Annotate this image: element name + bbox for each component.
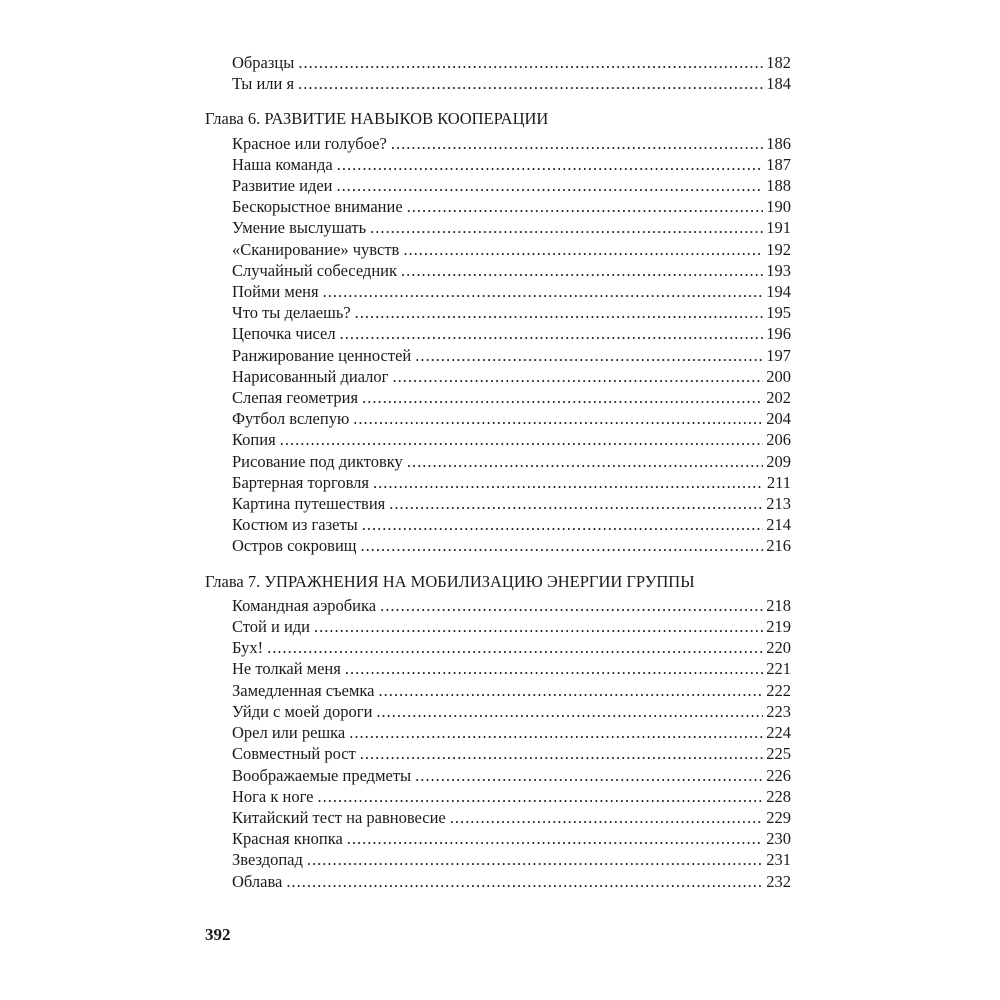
toc-entry: [232, 281, 791, 302]
toc-entry: [232, 133, 791, 154]
toc-entry-title: Образцы: [232, 53, 295, 72]
toc-entry: [232, 595, 791, 616]
dot-leader: [379, 680, 764, 701]
dot-leader: [415, 345, 763, 366]
toc-entry-page: 216: [766, 536, 791, 556]
dot-leader: [407, 451, 763, 472]
dot-leader: [380, 595, 763, 616]
toc-entry: [232, 680, 791, 701]
toc-entry: [232, 616, 791, 637]
dot-leader: [403, 239, 763, 260]
toc-entry-title: Цепочка чисел: [232, 324, 336, 344]
toc-entry: [232, 408, 791, 429]
toc-entry-page: 202: [766, 388, 791, 408]
toc-entry-page: 184: [766, 74, 791, 94]
toc-entry: [232, 323, 791, 344]
toc-entry-page: 182: [766, 53, 791, 72]
toc-entry-title: Рисование под диктовку: [232, 451, 403, 471]
toc-entry: [232, 493, 791, 514]
toc-entry-page: 193: [766, 260, 791, 280]
toc-entry: [232, 743, 791, 764]
toc-entry-title: Совместный рост: [232, 744, 356, 764]
toc-entry-page: 224: [766, 723, 791, 743]
toc-entry: [232, 849, 791, 870]
page-number: 392: [205, 925, 231, 944]
dot-leader: [349, 722, 763, 743]
toc-entry: [232, 637, 791, 658]
toc-section-heading: Глава 6. РАЗВИТИЕ НАВЫКОВ КООПЕРАЦИИ: [205, 109, 549, 129]
toc-entry-title: Ты или я: [232, 74, 295, 94]
toc-entry-title: Красная кнопка: [232, 829, 343, 849]
toc-entry: [232, 73, 791, 94]
toc-entry: [232, 828, 791, 849]
toc-entry-title: Пойми меня: [232, 282, 319, 302]
toc-entry-page: 204: [766, 409, 791, 429]
toc-entry-page: 225: [766, 744, 791, 764]
dot-leader: [337, 154, 763, 175]
dot-leader: [450, 807, 763, 828]
toc-entry: [232, 429, 791, 450]
toc-entry: [232, 175, 791, 196]
toc-section-entries: [232, 595, 791, 892]
toc-entry-page: 231: [766, 850, 791, 870]
toc-section-heading: Глава 7. УПРАЖНЕНИЯ НА МОБИЛИЗАЦИЮ ЭНЕРГИИ ГРУППЫ: [205, 571, 695, 591]
toc-entry-page: 221: [766, 659, 791, 679]
toc-entry-page: 192: [766, 239, 791, 259]
toc-entry: [232, 302, 791, 323]
toc-entry: [232, 807, 791, 828]
dot-leader: [353, 408, 763, 429]
dot-leader: [314, 616, 763, 637]
toc-entry-title: Орел или решка: [232, 723, 346, 743]
dot-leader: [280, 429, 763, 450]
dot-leader: [392, 366, 763, 387]
dot-leader: [298, 73, 763, 94]
toc-entry-page: 187: [766, 154, 791, 174]
toc-entry-page: 223: [766, 701, 791, 721]
toc-entry: [232, 722, 791, 743]
toc-entry: [232, 52, 791, 73]
toc-entry-page: 195: [766, 303, 791, 323]
toc-entry-title: Картина путешествия: [232, 494, 386, 514]
toc-entry-title: Уйди с моей дороги: [232, 701, 373, 721]
toc-entry-page: 188: [766, 176, 791, 196]
toc-entry-page: 230: [766, 829, 791, 849]
dot-leader: [323, 281, 763, 302]
toc-entry: [232, 535, 791, 556]
toc-entry-page: 200: [766, 366, 791, 386]
toc-entry-title: Развитие идеи: [232, 176, 333, 196]
toc-entry: [232, 472, 791, 493]
dot-leader: [345, 658, 763, 679]
toc-entry: [232, 196, 791, 217]
dot-leader: [298, 52, 763, 73]
toc-entry-title: «Сканирование» чувств: [232, 239, 400, 259]
toc-entry: [232, 260, 791, 281]
dot-leader: [286, 871, 763, 892]
toc-entry: [232, 786, 791, 807]
toc-section: [205, 108, 791, 556]
dot-leader: [360, 743, 763, 764]
dot-leader: [317, 786, 763, 807]
toc-entry: [232, 387, 791, 408]
toc-entry-title: Облава: [232, 871, 283, 891]
toc-entry-title: Случайный собеседник: [232, 260, 397, 280]
dot-leader: [370, 217, 763, 238]
dot-leader: [389, 493, 763, 514]
toc-entry-title: Замедленная съемка: [232, 680, 375, 700]
toc-entry: [232, 701, 791, 722]
toc-entry-title: Воображаемые предметы: [232, 765, 412, 785]
toc-entry-page: 206: [766, 430, 791, 450]
toc: [205, 52, 791, 892]
toc-entry-page: 186: [766, 133, 791, 153]
toc-entry: [232, 658, 791, 679]
dot-leader: [347, 828, 763, 849]
dot-leader: [360, 535, 763, 556]
toc-entry-title: Нарисованный диалог: [232, 366, 389, 386]
toc-entry-title: Наша команда: [232, 154, 333, 174]
toc-entry-page: 191: [766, 218, 791, 238]
toc-entry-title: Китайский тест на равновесие: [232, 807, 446, 827]
toc-entry: [232, 514, 791, 535]
toc-entry-page: 228: [766, 786, 791, 806]
toc-entry-title: Командная аэробика: [232, 595, 377, 615]
toc-entry-page: 222: [766, 680, 791, 700]
dot-leader: [376, 701, 763, 722]
toc-entry-title: Копия: [232, 430, 276, 450]
toc-entry-page: 232: [766, 871, 791, 891]
toc-entry-page: 219: [766, 617, 791, 637]
toc-entry-page: 194: [766, 282, 791, 302]
toc-entry-page: 196: [766, 324, 791, 344]
dot-leader: [340, 323, 763, 344]
toc-entry-title: Бартерная торговля: [232, 472, 369, 492]
toc-entry-page: 220: [766, 638, 791, 658]
toc-entry: [232, 451, 791, 472]
toc-entry-title: Слепая геометрия: [232, 388, 359, 408]
toc-entry-title: Бескорыстное внимание: [232, 197, 403, 217]
toc-entry-title: Не толкай меня: [232, 659, 341, 679]
toc-entry-title: Бух!: [232, 638, 264, 658]
toc-entry-title: Что ты делаешь?: [232, 303, 351, 323]
toc-entry-page: 218: [766, 595, 791, 615]
dot-leader: [415, 765, 763, 786]
dot-leader: [355, 302, 763, 323]
dot-leader: [373, 472, 763, 493]
toc-entry: [232, 345, 791, 366]
toc-section-entries: [232, 133, 791, 557]
dot-leader: [362, 387, 763, 408]
toc-entry-title: Костюм из газеты: [232, 515, 358, 535]
dot-leader: [307, 849, 763, 870]
dot-leader: [391, 133, 763, 154]
toc-entry-title: Звездопад: [232, 850, 303, 870]
toc-entry-title: Умение выслушать: [232, 218, 367, 238]
toc-entry: [232, 871, 791, 892]
toc-entry: [232, 154, 791, 175]
dot-leader: [401, 260, 763, 281]
toc-entry-page: 229: [766, 807, 791, 827]
dot-leader: [337, 175, 763, 196]
toc-entry-page: 226: [766, 765, 791, 785]
toc-section: [205, 571, 791, 892]
toc-entry-title: Остров сокровищ: [232, 536, 357, 556]
toc-entry: [232, 765, 791, 786]
dot-leader: [267, 637, 763, 658]
toc-entry-title: Нога к ноге: [232, 786, 314, 806]
toc-entry-page: 209: [766, 451, 791, 471]
toc-entry: [232, 366, 791, 387]
toc-entry: [232, 239, 791, 260]
dot-leader: [362, 514, 763, 535]
toc-entry-title: Стой и иди: [232, 617, 310, 637]
toc-entry-title: Футбол вслепую: [232, 409, 350, 429]
toc-entry-title: Красное или голубое?: [232, 133, 387, 153]
toc-entry-page: 213: [766, 494, 791, 514]
toc-entry-title: Ранжирование ценностей: [232, 345, 412, 365]
toc-entry-page: 211: [766, 472, 791, 492]
toc-leading-entries: [232, 52, 791, 94]
dot-leader: [407, 196, 763, 217]
toc-entry: [232, 217, 791, 238]
toc-entry-page: 190: [766, 197, 791, 217]
toc-entry-page: 197: [766, 345, 791, 365]
toc-entry-page: 214: [766, 515, 791, 535]
